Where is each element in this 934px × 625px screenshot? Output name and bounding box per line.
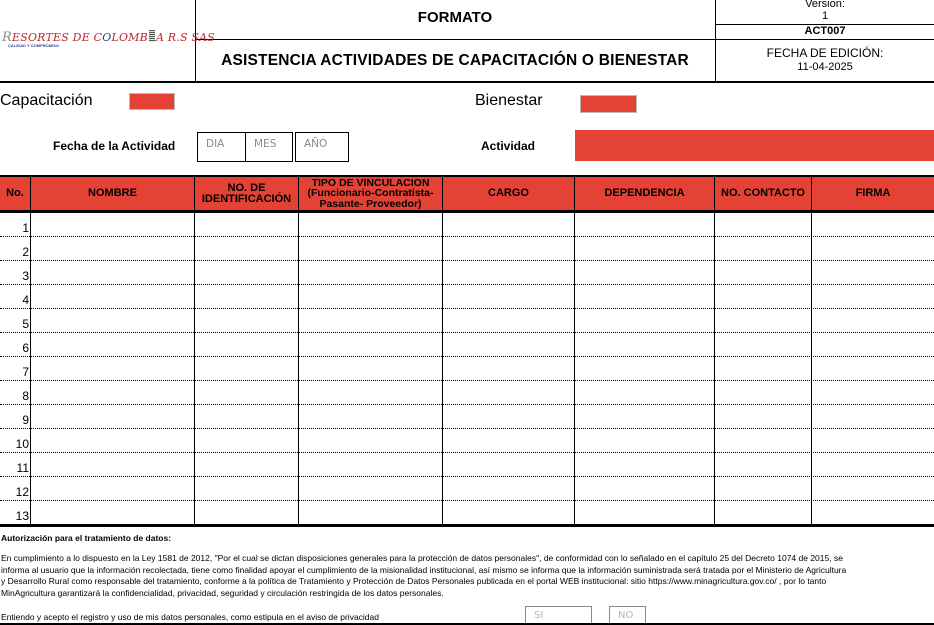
edition-label: FECHA DE EDICIÓN: — [766, 46, 884, 60]
capacitacion-label: Capacitación — [0, 92, 93, 109]
accept-no-box[interactable]: NO — [609, 606, 646, 625]
row-number: 5 — [22, 317, 29, 331]
year-field[interactable]: AÑO — [295, 132, 349, 162]
capacitacion-checkbox[interactable] — [129, 93, 175, 110]
row-number: 13 — [15, 509, 29, 523]
table-row[interactable] — [0, 333, 934, 357]
column-divider — [30, 213, 31, 526]
table-header — [0, 175, 934, 213]
actividad-field[interactable] — [575, 130, 934, 161]
edition-date: 11-04-2025 — [797, 61, 853, 73]
format-title: FORMATO — [417, 9, 493, 26]
authorization-text — [1, 553, 934, 599]
divider — [0, 81, 934, 83]
authorization-line: En cumplimiento a lo dispuesto en la Ley 1581 de 2012, "Por el cual se dictan disposiciones generales para la protección de datos personales", de conformidad con lo señalado en el capítulo 25 del Decreto 1074 de 2015, se — [1, 553, 843, 563]
logo-tagline: CALIDAD Y COMPROMISO — [8, 43, 59, 48]
column-header-identificacion: NO. DE IDENTIFICACIÓN — [195, 177, 299, 210]
company-logo — [2, 30, 216, 52]
column-divider — [714, 213, 715, 526]
table-row[interactable] — [0, 429, 934, 453]
logo-text: LOMB — [111, 31, 148, 44]
row-number: 4 — [22, 293, 29, 307]
row-number: 7 — [22, 365, 29, 379]
document-title: ASISTENCIA ACTIVIDADES DE CAPACITACIÓN O BIENESTAR — [221, 52, 689, 69]
row-number: 3 — [22, 269, 29, 283]
column-header-firma: FIRMA — [855, 187, 891, 199]
table-row[interactable] — [0, 357, 934, 381]
logo-text: O — [102, 31, 112, 44]
column-divider — [194, 213, 195, 526]
row-number: 8 — [22, 389, 29, 403]
column-header-vinculacion: TIPO DE VINCULACION (Funcionario-Contratista- Pasante- Proveedor) — [299, 177, 443, 210]
table-row[interactable] — [0, 261, 934, 285]
row-number: 2 — [22, 245, 29, 259]
row-number: 10 — [15, 437, 29, 451]
table-row[interactable] — [0, 285, 934, 309]
table-row[interactable] — [0, 213, 934, 237]
row-number: 6 — [22, 341, 29, 355]
table-row[interactable] — [0, 381, 934, 405]
document-code: ACT007 — [804, 25, 846, 37]
column-divider — [811, 213, 812, 526]
column-divider — [442, 213, 443, 526]
column-header-no: No. — [0, 177, 31, 210]
column-header-contacto: NO. CONTACTO — [715, 177, 812, 210]
version-value: 1 — [821, 10, 829, 22]
table-row[interactable] — [0, 477, 934, 501]
logo-initial: R — [2, 30, 12, 45]
row-number: 9 — [22, 413, 29, 427]
accept-yes-box[interactable]: SI — [525, 606, 592, 625]
month-field[interactable]: MES — [245, 132, 293, 162]
fecha-label: Fecha de la Actividad — [53, 139, 176, 153]
authorization-line: informa al usuario que la información recolectada, tiene como finalidad apoyar el cumplimiento de la misionalidad institucional, así mismo se informa que la información suministrada será tratada por el Ministerio de Agricultura — [1, 564, 847, 575]
row-number: 1 — [22, 221, 29, 235]
column-header-cargo: CARGO — [443, 177, 575, 210]
actividad-label: Actividad — [481, 139, 536, 153]
spring-icon — [149, 30, 155, 42]
row-number: 12 — [15, 485, 29, 499]
bienestar-label: Bienestar — [475, 92, 543, 109]
table-row[interactable] — [0, 501, 934, 527]
column-header-nombre: NOMBRE — [31, 177, 195, 210]
table-row[interactable] — [0, 405, 934, 429]
row-number: 11 — [16, 461, 29, 475]
bienestar-checkbox[interactable] — [580, 95, 637, 113]
column-divider — [298, 213, 299, 526]
authorization-line: MinAgricultura garantizará la confidencialidad, privacidad, seguridad y circulación restringida de los datos personales. — [1, 587, 444, 598]
accept-text: Entiendo y acepto el registro y uso de mis datos personales, como estipula en el aviso de privacidad — [1, 612, 379, 622]
version-label: Version: — [805, 0, 845, 10]
authorization-title: Autorización para el tratamiento de datos: — [1, 533, 172, 543]
column-divider — [574, 213, 575, 526]
logo-text: ESORTES DE C — [12, 31, 103, 44]
day-field[interactable]: DIA — [197, 132, 246, 162]
column-header-dependencia: DEPENDENCIA — [575, 177, 715, 210]
logo-text: A R.S SAS — [155, 31, 216, 44]
table-row[interactable] — [0, 237, 934, 261]
table-row[interactable] — [0, 309, 934, 333]
table-row[interactable] — [0, 453, 934, 477]
divider — [195, 39, 934, 40]
authorization-line: y Desarrollo Rural como responsable del tratamiento, conforme a la política de Tratamiento y Protección de Datos Personales publicada en el portal WEB institucional: sitio https://www.minagricultura.gov.co/ , por lo tanto — [1, 576, 827, 586]
